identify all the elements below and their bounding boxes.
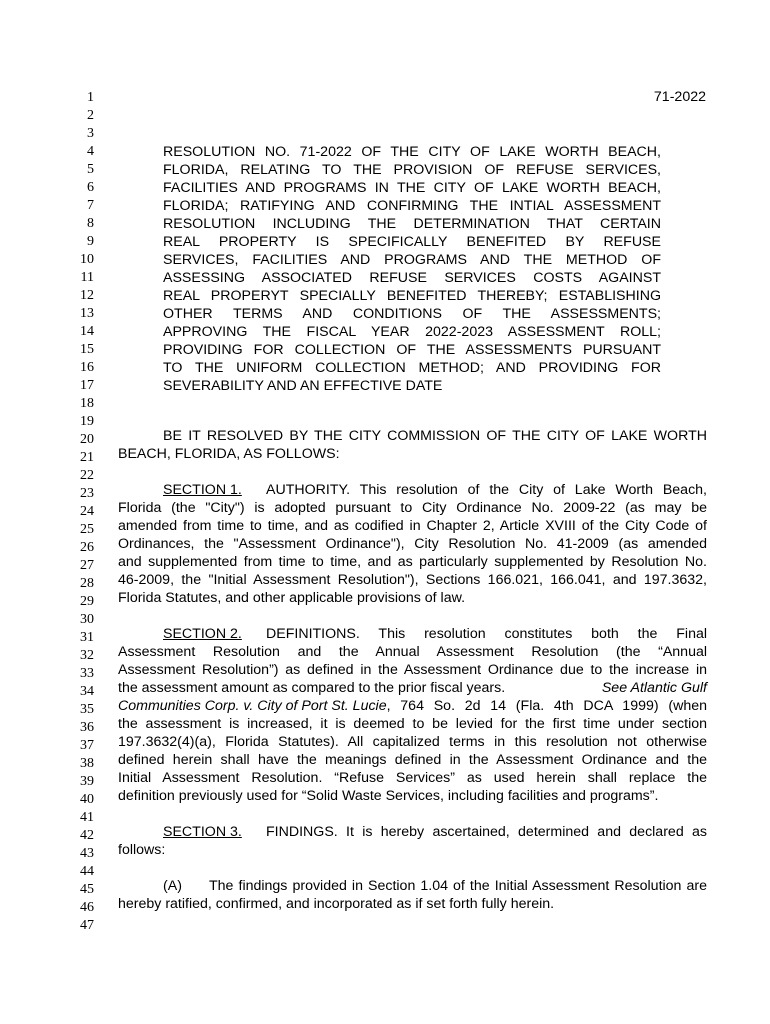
- line-number: 34: [80, 684, 94, 699]
- section-2-body-line: defined herein shall have the meanings defined in the Assessment Ordinance and the: [118, 752, 707, 768]
- line-number: 14: [80, 324, 94, 339]
- item-a-line-1: The findings provided in Section 1.04 of the Initial Assessment Resolution are: [209, 878, 707, 894]
- case-citation-part-1: See Atlantic Gulf: [601, 680, 707, 696]
- line-number: 19: [80, 414, 94, 429]
- title-line: FLORIDA; RATIFYING AND CONFIRMING THE INTIAL ASSESSMENT: [163, 198, 661, 214]
- section-1-body-line: 46-2009, the "Initial Assessment Resolution"), Sections 166.021, 166.041, and 197.3632,: [118, 572, 707, 588]
- section-3-heading: SECTION 3.: [163, 824, 242, 840]
- title-line: REAL PROPERTY IS SPECIFICALLY BENEFITED BY REFUSE: [163, 234, 661, 250]
- title-line: SERVICES, FACILITIES AND PROGRAMS AND THE METHOD OF: [163, 252, 661, 268]
- line-number: 5: [87, 162, 94, 177]
- document-number: 71-2022: [653, 89, 706, 105]
- line-number: 33: [80, 666, 94, 681]
- title-line: ASSESSING ASSOCIATED REFUSE SERVICES COSTS AGAINST: [163, 270, 661, 286]
- line-number: 43: [80, 846, 94, 861]
- line-number: 8: [87, 216, 94, 231]
- line-number: 46: [80, 900, 94, 915]
- line-number: 37: [80, 738, 94, 753]
- line-number: 40: [80, 792, 94, 807]
- line-number: 35: [80, 702, 94, 717]
- section-2-line-4-text: the assessment amount as compared to the prior fiscal years.: [118, 680, 506, 696]
- line-number: 44: [80, 864, 94, 879]
- title-line: PROVIDING FOR COLLECTION OF THE ASSESSMENTS PURSUANT: [163, 342, 661, 358]
- title-line: SEVERABILITY AND AN EFFECTIVE DATE: [163, 378, 443, 394]
- line-number: 2: [87, 108, 94, 123]
- line-number: 13: [80, 306, 94, 321]
- line-number: 7: [87, 198, 94, 213]
- line-number: 31: [80, 630, 94, 645]
- line-number: 39: [80, 774, 94, 789]
- title-line: RESOLUTION NO. 71-2022 OF THE CITY OF LAKE WORTH BEACH,: [163, 144, 661, 160]
- section-1-body-line: Ordinances, the "Assessment Ordinance"), City Resolution No. 41-2009 (as amended: [118, 536, 707, 552]
- line-number: 12: [80, 288, 94, 303]
- line-number: 21: [80, 450, 94, 465]
- line-number: 4: [87, 144, 94, 159]
- title-line: REAL PROPERYT SPECIALLY BENEFITED THEREBY; ESTABLISHING: [163, 288, 661, 304]
- line-number: 42: [80, 828, 94, 843]
- line-number: 45: [80, 882, 94, 897]
- section-2-heading: SECTION 2.: [163, 626, 242, 642]
- line-number: 15: [80, 342, 94, 357]
- title-line: FACILITIES AND PROGRAMS IN THE CITY OF LAKE WORTH BEACH,: [163, 180, 661, 196]
- section-2-line-4: [118, 679, 707, 697]
- section-2-body-line: the assessment is increased, it is deemed to be levied for the first time under section: [118, 716, 707, 732]
- line-number: 38: [80, 756, 94, 771]
- line-number: 41: [80, 810, 94, 825]
- title-line: RESOLUTION INCLUDING THE DETERMINATION THAT CERTAIN: [163, 216, 661, 232]
- section-1-heading: SECTION 1.: [163, 482, 242, 498]
- line-number: 25: [80, 522, 94, 537]
- line-number: 29: [80, 594, 94, 609]
- line-number: 36: [80, 720, 94, 735]
- line-number: 1: [87, 90, 94, 105]
- line-number: 10: [80, 252, 94, 267]
- resolved-line-1: BE IT RESOLVED BY THE CITY COMMISSION OF THE CITY OF LAKE WORTH: [163, 428, 707, 444]
- line-number: 20: [80, 432, 94, 447]
- item-a-label: (A): [163, 878, 182, 894]
- resolved-line-2: BEACH, FLORIDA, AS FOLLOWS:: [118, 446, 340, 462]
- section-2-body-line: Initial Assessment Resolution. “Refuse Services” as used herein shall replace the: [118, 770, 707, 786]
- section-2-body-line: 197.3632(4)(a), Florida Statutes). All capitalized terms in this resolution not otherwise: [118, 734, 707, 750]
- line-number: 22: [80, 468, 94, 483]
- section-2-last-line: definition previously used for “Solid Waste Services, including facilities and programs”.: [118, 788, 659, 804]
- case-citation-part-2: Communities Corp. v. City of Port St. Lucie: [118, 698, 387, 714]
- section-1-body-line: amended from time to time, and as codified in Chapter 2, Article XVIII of the City Code of: [118, 518, 707, 534]
- section-2-line-1: DEFINITIONS. This resolution constitutes both the Final: [266, 626, 707, 642]
- section-1-body-line: and supplemented from time to time, and as particularly supplemented by Resolution No.: [118, 554, 707, 570]
- section-1-body-line: Florida (the "City") is adopted pursuant to City Ordinance No. 2009-22 (as may be: [118, 500, 707, 516]
- title-line: OTHER TERMS AND CONDITIONS OF THE ASSESSMENTS;: [163, 306, 661, 322]
- line-number: 27: [80, 558, 94, 573]
- section-1-last-line: Florida Statutes, and other applicable provisions of law.: [118, 590, 466, 606]
- title-line: FLORIDA, RELATING TO THE PROVISION OF REFUSE SERVICES,: [163, 162, 661, 178]
- line-number: 24: [80, 504, 94, 519]
- section-2-line-5: [118, 697, 707, 715]
- title-line: APPROVING THE FISCAL YEAR 2022-2023 ASSESSMENT ROLL;: [163, 324, 661, 340]
- line-number: 3: [87, 126, 94, 141]
- line-number: 23: [80, 486, 94, 501]
- line-number: 9: [87, 234, 94, 249]
- line-number: 28: [80, 576, 94, 591]
- line-number: 47: [80, 918, 94, 933]
- line-number: 17: [80, 378, 94, 393]
- section-3-line-2: follows:: [118, 842, 166, 858]
- line-number: 18: [80, 396, 94, 411]
- line-number: 30: [80, 612, 94, 627]
- section-1-line-1: AUTHORITY. This resolution of the City of Lake Worth Beach,: [266, 482, 707, 498]
- line-number: 26: [80, 540, 94, 555]
- title-line: TO THE UNIFORM COLLECTION METHOD; AND PROVIDING FOR: [163, 360, 661, 376]
- line-number: 11: [80, 270, 94, 285]
- section-2-line-3: Assessment Resolution”) as defined in the Assessment Ordinance due to the increase in: [118, 662, 707, 678]
- section-3-line-1: FINDINGS. It is hereby ascertained, determined and declared as: [266, 824, 707, 840]
- line-number: 16: [80, 360, 94, 375]
- section-2-line-5-text: , 764 So. 2d 14 (Fla. 4th DCA 1999) (when: [386, 698, 707, 714]
- line-number: 32: [80, 648, 94, 663]
- item-a-line-2: hereby ratified, confirmed, and incorporated as if set forth fully herein.: [118, 896, 555, 912]
- section-2-line-2: Assessment Resolution and the Annual Assessment Resolution (the “Annual: [118, 644, 707, 660]
- line-number: 6: [87, 180, 94, 195]
